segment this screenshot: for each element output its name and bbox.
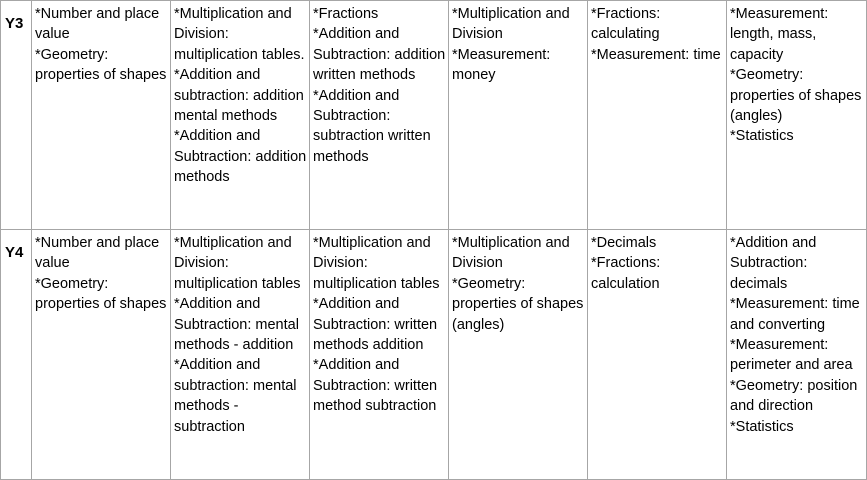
topic-item: *Geometry: properties of shapes (angles) xyxy=(730,67,862,125)
topic-cell xyxy=(449,230,588,480)
topic-item: *Number and place value xyxy=(35,235,160,272)
topic-cell xyxy=(588,1,727,230)
topic-item: *Decimals xyxy=(591,235,657,251)
topic-item: *Addition and Subtraction: written method subtraction xyxy=(313,357,438,415)
table-row-y3 xyxy=(1,1,867,230)
year-label: Y4 xyxy=(1,230,32,480)
topic-cell xyxy=(727,1,867,230)
topic-item: *Addition and Subtraction: addition methods xyxy=(174,128,307,186)
topic-item: *Statistics xyxy=(730,418,794,435)
topic-cell xyxy=(171,230,310,480)
topic-item: *Geometry: properties of shapes (angles) xyxy=(452,275,584,333)
topic-cell xyxy=(32,1,171,230)
topic-item: *Multiplication and Division xyxy=(452,6,570,43)
topic-item: *Number and place value xyxy=(35,6,160,43)
topic-item: *Addition and Subtraction: mental methods - addition xyxy=(174,296,299,354)
topic-item: *Multiplication and Division: multiplication tables xyxy=(174,235,301,292)
topic-item: *Fractions xyxy=(313,6,379,22)
topic-item: *Addition and subtraction: addition mental methods xyxy=(174,67,304,125)
topic-item: *Addition and Subtraction: written methods addition xyxy=(313,296,438,354)
topic-cell xyxy=(310,1,449,230)
topic-item: *Measurement: time xyxy=(591,46,721,63)
topic-cell xyxy=(588,230,727,480)
topic-item: *Measurement: length, mass, capacity xyxy=(730,6,829,63)
topic-item: *Multiplication and Division: multiplication tables xyxy=(313,235,440,292)
topic-item: *Multiplication and Division xyxy=(452,235,570,272)
table-row-y4 xyxy=(1,230,867,480)
topic-item: *Measurement: time and converting xyxy=(730,296,860,333)
topic-cell xyxy=(310,230,449,480)
year-label: Y3 xyxy=(1,1,32,230)
topic-item: *Multiplication and Division: multiplication tables. xyxy=(174,6,305,63)
topic-item: *Fractions: calculation xyxy=(591,255,661,292)
topic-cell xyxy=(449,1,588,230)
topic-item: *Addition and Subtraction: decimals xyxy=(730,235,817,292)
topic-item: *Fractions: calculating xyxy=(591,6,661,43)
topic-item: *Statistics xyxy=(730,128,794,145)
topic-item: *Geometry: properties of shapes xyxy=(35,46,167,84)
topic-item: *Addition and Subtraction: addition written methods xyxy=(313,26,446,84)
topic-item: *Geometry: position and direction xyxy=(730,377,858,415)
topic-item: *Addition and Subtraction: subtraction written methods xyxy=(313,87,431,165)
topic-cell xyxy=(171,1,310,230)
topic-item: *Geometry: properties of shapes xyxy=(35,275,167,313)
topic-cell xyxy=(727,230,867,480)
topic-item: *Measurement: perimeter and area xyxy=(730,337,853,374)
topic-item: *Addition and subtraction: mental methods - subtraction xyxy=(174,357,297,435)
topic-item: *Measurement: money xyxy=(452,46,551,84)
topic-cell xyxy=(32,230,171,480)
